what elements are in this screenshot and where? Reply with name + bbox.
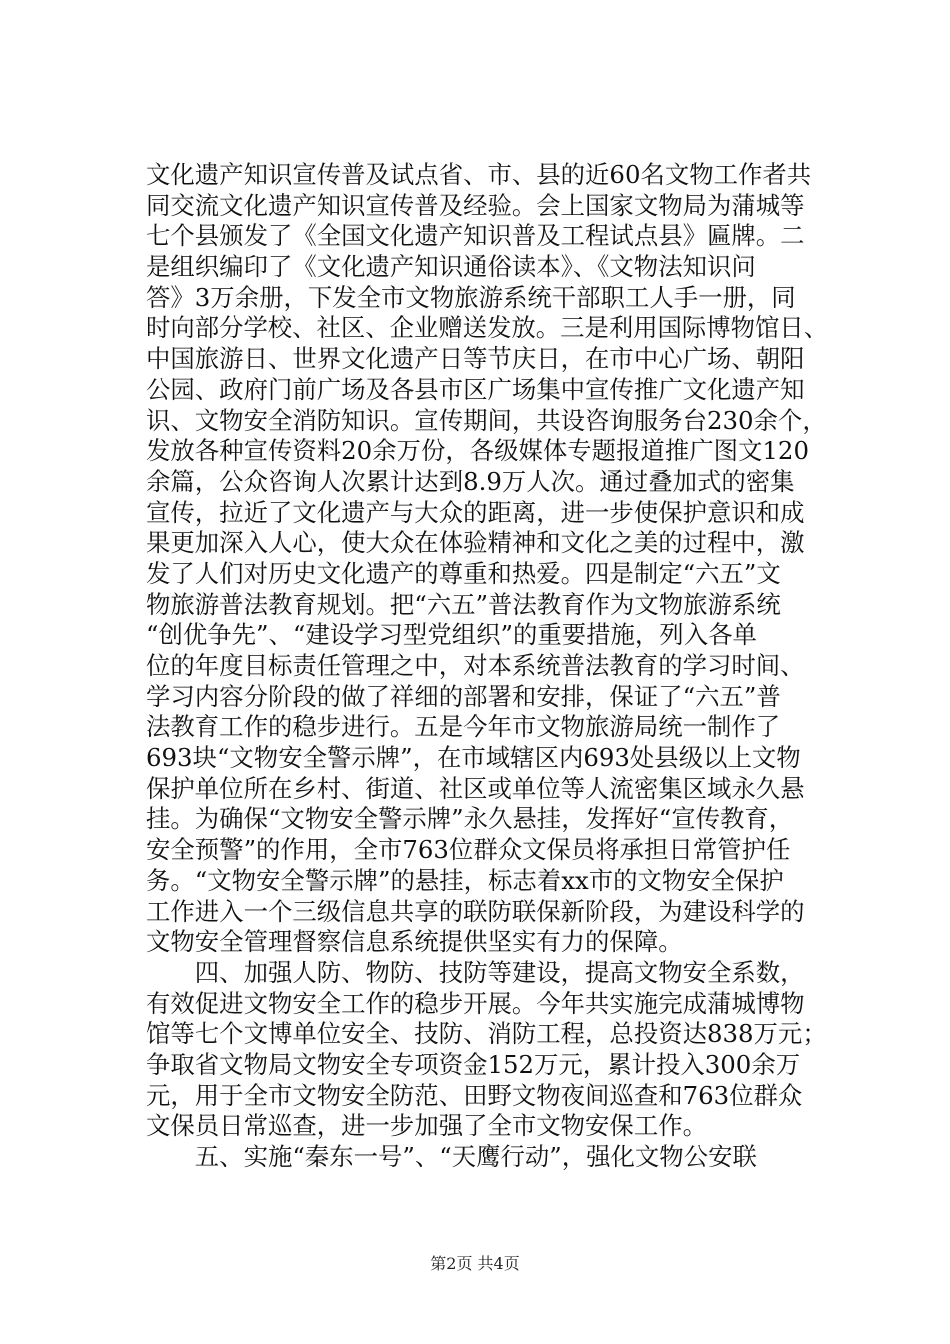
text-line: 四、加强人防、物防、技防等建设，提高文物安全系数， (146, 957, 805, 987)
text-line: 保护单位所在乡村、街道、社区或单位等人流密集区域永久悬 (146, 773, 805, 803)
text-line: 余篇，公众咨询人次累计达到8.9万人次。通过叠加式的密集 (146, 466, 795, 496)
text-line: 物旅游普法教育规划。把“六五”普法教育作为文物旅游系统 (146, 589, 781, 619)
text-line: 学习内容分阶段的做了祥细的部署和安排，保证了“六五”普 (146, 681, 781, 711)
text-line: 争取省文物局文物安全专项资金152万元，累计投入300余万 (146, 1049, 801, 1079)
text-line: 文保员日常巡查，进一步加强了全市文物安保工作。 (146, 1111, 707, 1141)
text-line: 文化遗产知识宣传普及试点省、市、县的近60名文物工作者共 (146, 160, 812, 189)
text-line: 公园、政府门前广场及各县市区广场集中宣传推广文化遗产知 (146, 374, 805, 404)
text-line: 工作进入一个三级信息共享的联防联保新阶段，为建设科学的 (146, 896, 805, 926)
text-line: 发了人们对历史文化遗产的尊重和热爱。四是制定“六五”文 (146, 558, 781, 588)
text-line: “创优争先”、“建设学习型党组织”的重要措施，列入各单 (146, 620, 757, 650)
text-line: 中国旅游日、世界文化遗产日等节庆日，在市中心广场、朝阳 (146, 344, 805, 374)
text-line: 时向部分学校、社区、企业赠送发放。三是利用国际博物馆日、 (146, 313, 829, 343)
text-line: 文物安全管理督察信息系统提供坚实有力的保障。 (146, 927, 683, 957)
text-line: 同交流文化遗产知识宣传普及经验。会上国家文物局为蒲城等 (146, 190, 805, 220)
text-line: 挂。为确保“文物安全警示牌”永久悬挂，发挥好“宣传教育， (146, 804, 794, 834)
text-line: 馆等七个文博单位安全、技防、消防工程，总投资达838万元； (146, 1019, 827, 1049)
text-line: 有效促进文物安全工作的稳步开展。今年共实施完成蒲城博物 (146, 988, 805, 1018)
text-line: 693块“文物安全警示牌”，在市域辖区内693处县级以上文物 (146, 743, 801, 773)
text-line: 位的年度目标责任管理之中，对本系统普法教育的学习时间、 (146, 651, 805, 680)
text-line: 宣传，拉近了文化遗产与大众的距离，进一步使保护意识和成 (146, 497, 805, 527)
text-line: 七个县颁发了《全国文化遗产知识普及工程试点县》匾牌。二 (146, 221, 805, 251)
text-line: 五、实施“秦东一号”、“天鹰行动”，强化文物公安联 (146, 1142, 757, 1171)
text-line: 是组织编印了《文化遗产知识通俗读本》、《文物法知识问 (146, 252, 756, 282)
text-line: 识、文物安全消防知识。宣传期间，共设咨询服务台230余个， (146, 405, 827, 435)
text-line: 务。“文物安全警示牌”的悬挂，标志着xx市的文物安全保护 (146, 865, 784, 895)
text-line: 果更加深入人心，使大众在体验精神和文化之美的过程中，激 (146, 528, 805, 558)
page-footer: 第2页 共4页 (430, 1254, 520, 1273)
document-body (146, 160, 829, 1173)
text-line: 元，用于全市文物安全防范、田野文物夜间巡查和763位群众 (146, 1080, 803, 1110)
text-line: 发放各种宣传资料20余万份，各级媒体专题报道推广图文120 (146, 436, 809, 466)
text-line: 法教育工作的稳步进行。五是今年市文物旅游局统一制作了 (146, 712, 781, 742)
text-line: 答》3万余册，下发全市文物旅游系统干部职工人手一册，同 (146, 282, 796, 312)
text-line: 安全预警”的作用，全市763位群众文保员将承担日常管护任 (146, 835, 791, 865)
